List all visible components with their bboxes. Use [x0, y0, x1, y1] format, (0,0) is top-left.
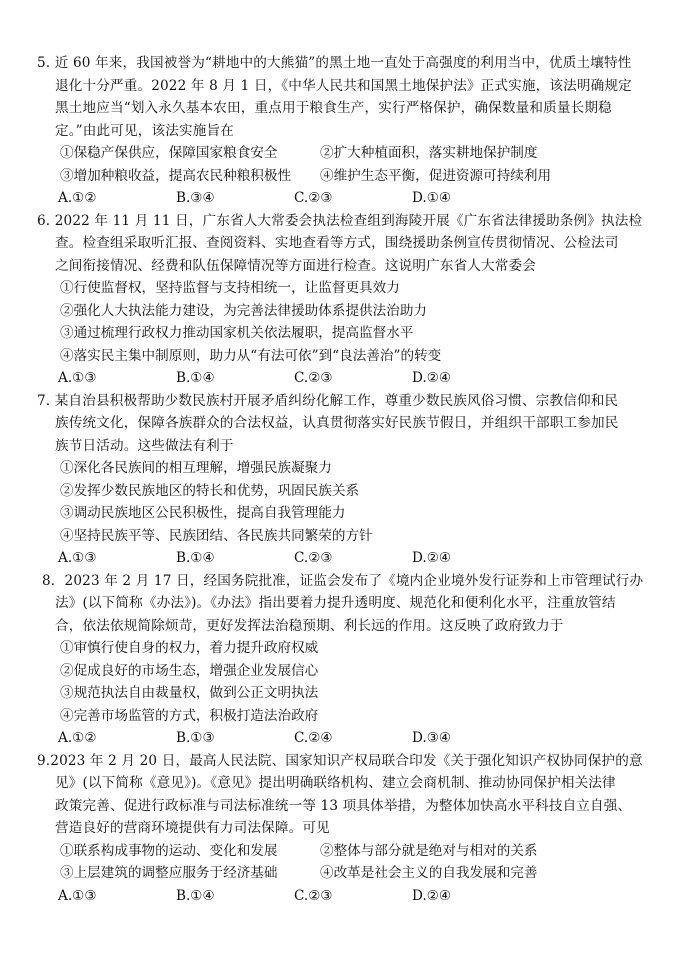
question-stem — [0, 750, 688, 840]
stem-line: 8．2023 年 2 月 17 日，经国务院批准，证监会发布了《境内企业境外发行证券和上市管理试行办 — [42, 572, 644, 589]
option-2: ②整体与部分就是绝对与相对的关系 — [320, 842, 538, 859]
stem-line: 9.2023 年 2 月 20 日，最高人民法院、国家知识产权局联合印发《关于强化知识产权协同保护的意 — [37, 752, 643, 769]
choice-b: B.①④ — [176, 550, 215, 566]
choice-d: D.①④ — [412, 190, 452, 206]
stem-line: 黑土地应当“划入永久基本农田，重点用于粮食生产，实行严格保护，确保数量和质量长期稳 — [55, 100, 612, 116]
answer-choices — [0, 727, 688, 750]
option-row — [0, 142, 688, 165]
option-4: ④完善市场监管的方式，积极打造法治政府 — [60, 707, 319, 724]
option-4: ④维护生态平衡，促进资源可持续利用 — [320, 167, 552, 184]
stem-line: 法》(以下简称《办法》)。《办法》指出要着力提升透明度、规范化和便利化水平，注重放管结 — [55, 595, 616, 611]
choice-a: A.①② — [58, 730, 97, 746]
option-2: ②扩大种植面积，落实耕地保护制度 — [320, 145, 538, 161]
answer-choices — [0, 547, 688, 570]
question-stem — [0, 52, 688, 142]
choice-d: D.③④ — [412, 730, 452, 746]
stem-line: 之间衔接情况、经费和队伍保障情况等方面进行检查。这说明广东省人大常委会 — [55, 257, 537, 274]
stem-line: 定。”由此可见，该法实施旨在 — [55, 122, 234, 139]
choice-b: B.①③ — [176, 730, 215, 746]
choice-d: D.②④ — [412, 550, 452, 566]
question-8 — [0, 570, 688, 750]
option-2: ②促成良好的市场生态，增强企业发展信心 — [60, 662, 319, 679]
option-3: ③上层建筑的调整应服务于经济基础 — [60, 865, 278, 881]
stem-line: 查。检查组采取听汇报、查阅资料、实地查看等方式，围绕援助条例宣传贯彻情况、公检法司 — [55, 235, 619, 251]
choice-d: D.②④ — [412, 370, 452, 386]
choice-c: C.②③ — [294, 190, 333, 206]
choice-a: A.①③ — [58, 887, 97, 904]
stem-line: 5. 近 60 年来，我国被誉为“耕地中的大熊猫”的黑土地一直处于高强度的利用当中，优质土壤特性 — [37, 55, 632, 71]
option-row — [0, 840, 688, 863]
stem-line: 政策完善、促进行政标准与司法标准统一等 13 项具体举措，为整体加快高水平科技自立自强、 — [55, 797, 632, 814]
option-1: ①行使监督权，坚持监督与支持相统一，让监督更具效力 — [60, 280, 400, 296]
choice-c: C.②③ — [294, 887, 333, 904]
choice-c: C.②③ — [294, 370, 333, 386]
option-3: ③通过梳理行政权力推动国家机关依法履职，提高监督水平 — [60, 325, 414, 341]
question-5 — [0, 52, 688, 210]
option-3: ③增加种粮收益，提高农民种粮积极性 — [60, 167, 292, 184]
question-9 — [0, 750, 688, 908]
stem-line: 7. 某自治县积极帮助少数民族村开展矛盾纠纷化解工作，尊重少数民族风俗习惯、宗教信仰和民 — [37, 392, 619, 409]
option-1: ①深化各民族间的相互理解，增强民族凝聚力 — [60, 460, 332, 476]
option-3: ③调动民族地区公民积极性，提高自我管理能力 — [60, 505, 346, 521]
choice-a: A.①③ — [58, 370, 97, 386]
option-1: ①审慎行使自身的权力，着力提升政府权威 — [60, 640, 319, 656]
answer-choices — [0, 187, 688, 210]
stem-line: 族节日活动。这些做法有利于 — [55, 437, 234, 454]
option-row — [0, 862, 688, 885]
choice-c: C.②④ — [294, 730, 333, 746]
answer-choices — [0, 885, 688, 908]
option-row — [0, 165, 688, 188]
stem-line: 族传统文化，保障各族群众的合法权益，认真贯彻落实好民族节假日，并组织干部职工参加民 — [55, 415, 619, 431]
choice-b: B.③④ — [176, 190, 215, 206]
option-2: ②发挥少数民族地区的特长和优势，巩固民族关系 — [60, 482, 360, 499]
question-stem — [0, 210, 688, 278]
option-4: ④落实民主集中制原则，助力从“有法可依”到“良法善治”的转变 — [60, 347, 442, 364]
option-2: ②强化人大执法能力建设，为完善法律援助体系提供法治助力 — [60, 302, 428, 319]
option-4: ④坚持民族平等、民族团结、各民族共同繁荣的方针 — [60, 527, 373, 544]
question-7 — [0, 390, 688, 570]
question-stem — [0, 390, 688, 458]
choice-b: B.①④ — [176, 887, 215, 904]
option-4: ④改革是社会主义的自我发展和完善 — [320, 865, 538, 881]
choice-a: A.①③ — [58, 550, 97, 566]
stem-line: 6. 2022 年 11 月 11 日，广东省人大常委会执法检查组到海陵开展《广东省法律援助条例》执法检 — [37, 212, 643, 229]
stem-line: 见》(以下简称《意见》)。《意见》提出明确联络机构、建立会商机制、推动协同保护相关法律 — [55, 775, 616, 791]
option-1: ①保稳产保供应，保障国家粮食安全 — [60, 145, 278, 161]
choice-d: D.②④ — [412, 887, 452, 904]
choice-a: A.①② — [58, 190, 97, 206]
stem-line: 退化十分严重。2022 年 8 月 1 日，《中华人民共和国黑土地保护法》正式实施，该法明确规定 — [55, 77, 632, 94]
option-3: ③规范执法自由裁量权，做到公正文明执法 — [60, 685, 319, 701]
answer-choices — [0, 367, 688, 390]
option-1: ①联系构成事物的运动、变化和发展 — [60, 842, 278, 859]
choice-c: C.②③ — [294, 550, 333, 566]
question-stem — [0, 570, 688, 638]
question-6 — [0, 210, 688, 390]
stem-line: 合，依法依规简除烦苛，更好发挥法治稳预期、利长远的作用。这反映了政府致力于 — [55, 617, 564, 634]
exam-page — [0, 52, 688, 907]
stem-line: 营造良好的营商环境提供有力司法保障。可见 — [55, 820, 330, 836]
choice-b: B.①④ — [176, 370, 215, 386]
